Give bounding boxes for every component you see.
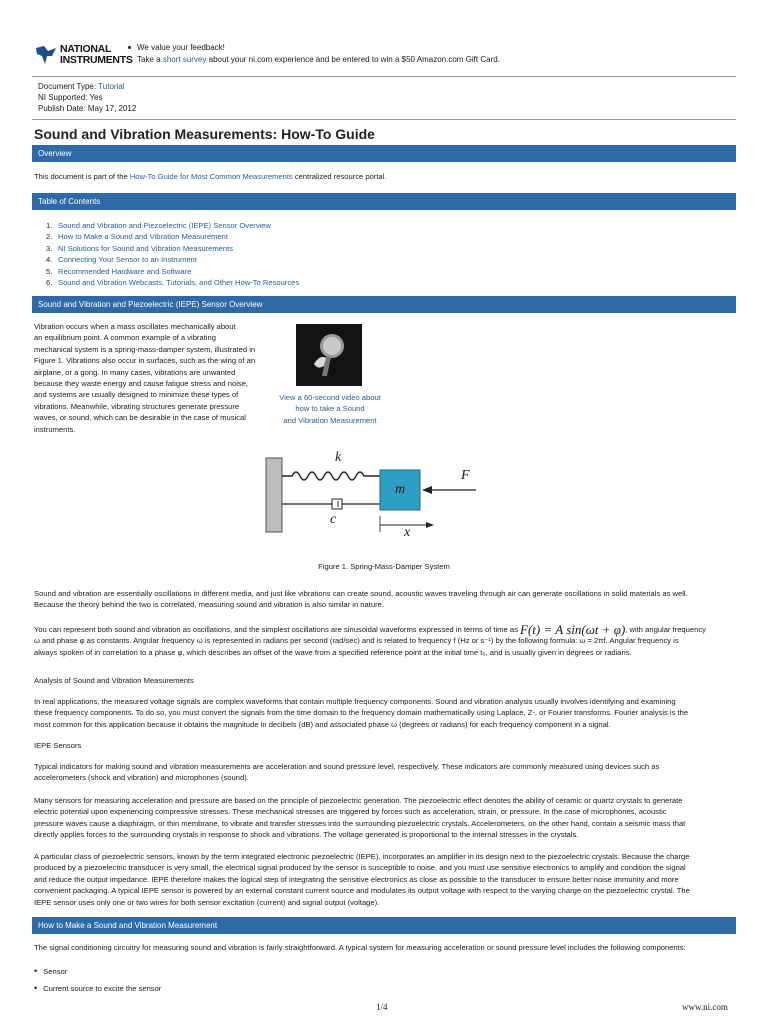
microphone-icon xyxy=(296,324,362,386)
toc-link[interactable]: NI Solutions for Sound and Vibration Measurements xyxy=(58,243,234,253)
list-item: • Sensor xyxy=(34,963,161,980)
footer-url: www.ni.com xyxy=(682,1002,728,1012)
label-F: F xyxy=(461,468,470,483)
page-title: Sound and Vibration Measurements: How-To Guide xyxy=(34,126,375,142)
text-line: Vibration occurs when a mass oscillates mechanically about xyxy=(34,322,236,331)
text-line: convenient packaging. A typical IEPE sensor is powered by an external constant current source and modulates its output voltage with respect to the varying charge on the piezoelectric crystal. The xyxy=(34,886,690,896)
toc-number: 4. xyxy=(46,255,53,265)
short-survey-link[interactable]: short survey xyxy=(162,55,207,64)
text-line: because they waste energy and cause fatigue stress and noise, xyxy=(34,379,249,389)
sinusoid-formula: F(t) = A sin(ωt + φ) xyxy=(520,622,626,637)
text-line: produced by a piezoelectric transducer is very small, the electrical signal produced by the sensor is susceptible to noise, and you must use sensitive electronics to amplify and condition the signal xyxy=(34,863,686,873)
survey-suffix: about your ni.com experience and be entered to win a $50 Amazon.com Gift Card. xyxy=(208,55,500,64)
ni-supported-value: Yes xyxy=(89,93,103,102)
feedback-title: We value your feedback! xyxy=(137,43,225,52)
text-line: an equilibrium point. A common example of a vibrating xyxy=(34,333,216,343)
analysis-paragraph xyxy=(34,696,688,730)
publish-date-value: May 17, 2012 xyxy=(87,104,137,113)
text-line: mechanical system is a spring-mass-damper system, illustrated in xyxy=(34,344,256,354)
survey-prefix: Take a xyxy=(137,55,161,64)
piezo-paragraph xyxy=(34,795,685,841)
iepe-class-paragraph xyxy=(34,851,690,908)
overview-suffix: centralized resource portal. xyxy=(294,172,387,181)
toc-item[interactable] xyxy=(46,220,299,231)
toc-item[interactable] xyxy=(46,266,299,277)
text-line: accelerometers (shock and vibration) and microphones (sound). xyxy=(34,773,249,783)
bullet-icon xyxy=(128,46,131,49)
iepe-heading: IEPE Sensors xyxy=(34,741,82,750)
toc-number: 3. xyxy=(46,243,53,253)
toc-number: 1. xyxy=(46,221,53,230)
sinusoid-paragraph xyxy=(34,624,738,658)
text-line: always spoken of in correlation to a phase φ, which describes an offset of the wave from a specified reference point at the initial time t₀, and is usually given in degrees or radians. xyxy=(34,647,632,657)
publish-date-label: Publish Date: xyxy=(38,104,86,113)
text-line: pressure waves cause a diaphragm, or thin membrane, to vibrate and transfer stresses into the surrounding piezoelectric crystals. Accelerometers, on the other hand, contain a seismic mass that xyxy=(34,818,686,828)
ni-supported-label: NI Supported: xyxy=(38,93,88,102)
toc-link[interactable]: Sound and Vibration Webcasts, Tutorials, and Other How-To Resources xyxy=(58,278,300,288)
ni-logo[interactable] xyxy=(34,42,133,70)
toc-item[interactable] xyxy=(46,243,299,254)
overview-prefix: This document is part of the xyxy=(34,172,128,181)
toc-number: 5. xyxy=(46,266,53,276)
toc-item[interactable] xyxy=(46,254,299,265)
toc-number: 6. xyxy=(46,278,53,288)
text-line: airplane, or a gong. In many cases, vibrations are unwanted xyxy=(34,367,236,377)
text-line: waves, or sound, which can be desirable in the case of musical xyxy=(34,413,246,423)
text-line: ω and phase φ as constants. Angular frequency ω is represented in radians per second (rad/sec) and is related to frequency f (Hz or s⁻¹) by the following formula: ω = 2πf. Angular frequency is xyxy=(34,636,679,646)
text-line: Typical indicators for making sound and vibration measurements are acceleration and sound pressure level, respectively. These indicators are commonly measured using devices such as xyxy=(34,762,660,771)
components-list xyxy=(34,963,161,997)
text-line: most common for this application because it obtains the magnitude in decibels (dB) and associated phase ω (degrees or radians) for each frequency component in a signal. xyxy=(34,719,611,729)
logo-line-2: INSTRUMENTS xyxy=(60,54,133,66)
figure-caption: Figure 1. Spring-Mass-Damper System xyxy=(318,562,450,571)
text-line: IEPE sensor uses only one or two wires for both sensor excitation (current) and signal output (voltage). xyxy=(34,897,380,907)
eagle-icon xyxy=(34,42,58,68)
toc-item[interactable] xyxy=(46,231,299,242)
text-line: directly applies forces to the surrounding crystals in response to shock and vibrations. The voltage generated is proportional to the internal stresses in the crystals. xyxy=(34,830,579,840)
text-line: In real applications, the measured voltage signals are complex waveforms that contain multiple frequency components. Sound and vibration analysis usually involves identifying and examining xyxy=(34,697,676,706)
text-line: instruments. xyxy=(34,424,76,434)
toc-link[interactable]: Recommended Hardware and Software xyxy=(58,266,192,276)
doc-type-label: Document Type: xyxy=(38,82,97,91)
overview-text xyxy=(34,171,386,182)
table-of-contents xyxy=(46,220,299,288)
label-m: m xyxy=(395,482,406,497)
doc-type-link[interactable]: Tutorial xyxy=(98,82,125,91)
text-line: You can represent both sound and vibration as oscillations, and the simplest oscillations are sinusoidal waveforms expressed in terms of time as xyxy=(34,625,518,634)
spring-mass-damper-diagram xyxy=(262,448,492,536)
text-line: these frequency components. To do so, you must convert the signals from the time domain to the frequency domain mathematically using Laplace, Z-, or Fourier transforms. Fourier analysis is the xyxy=(34,708,689,718)
label-x: x xyxy=(404,525,411,540)
spring-mass-damper-figure xyxy=(262,448,492,540)
how-to-guide-link[interactable]: How-To Guide for Most Common Measurements xyxy=(129,172,293,181)
label-c: c xyxy=(330,512,337,527)
text-line: Figure 1. Vibrations also occur in surfaces, such as the wing of an xyxy=(34,356,256,366)
video-caption-line[interactable]: how to take a Sound xyxy=(295,404,365,414)
text-line: and systems are usually designed to minimize these types of xyxy=(34,390,239,400)
text-line: Sound and vibration are essentially oscillations in different media, and just like vibrations can create sound, acoustic waves traveling through air can generate oscillations in solid materials as well. xyxy=(34,589,688,598)
logo-line-1: NATIONAL xyxy=(60,43,112,55)
toc-number: 2. xyxy=(46,232,53,242)
overview-header: Overview xyxy=(32,145,736,162)
page-number: 1/4 xyxy=(376,1002,388,1012)
analysis-heading: Analysis of Sound and Vibration Measurements xyxy=(34,676,194,685)
text-line: electric potential upon experiencing compressive stresses. These mechanical stresses are triggered by forces such as acceleration, strain, or pressure. In the case of microphones, acoustic xyxy=(34,807,667,817)
video-thumbnail[interactable] xyxy=(296,324,362,386)
text-line: Many sensors for measuring acceleration and pressure are based on the principle of piezoelectric generation. The piezoelectric effect denotes the ability of ceramic or quartz crystals to generate xyxy=(34,796,683,805)
theory-paragraph xyxy=(34,588,688,611)
toc-item[interactable] xyxy=(46,277,299,288)
toc-header: Table of Contents xyxy=(32,193,736,210)
section-sensor-overview-header: Sound and Vibration and Piezoelectric (IEPE) Sensor Overview xyxy=(32,296,736,313)
document-metadata xyxy=(32,76,736,120)
label-k: k xyxy=(335,450,342,465)
video-caption-line[interactable]: and Vibration Measurement xyxy=(283,415,377,425)
text-line: , with angular frequency xyxy=(625,625,706,634)
video-caption-line[interactable]: View a 60-second video about xyxy=(279,393,381,402)
text-line: and reduce the output impedance. IEPE therefore makes the logical step of integrating the sensitive electronics as close as possible to the transducer to ensure better noise immunity and more xyxy=(34,874,679,884)
toc-link[interactable]: How to Make a Sound and Vibration Measurement xyxy=(58,232,228,242)
vibration-intro xyxy=(34,321,264,435)
toc-link[interactable]: Connecting Your Sensor to an Instrument xyxy=(58,255,197,265)
text-line: vibrations. Meanwhile, vibrating structures generate pressure xyxy=(34,401,240,411)
list-item: • Current source to excite the sensor xyxy=(34,980,161,997)
video-link[interactable] xyxy=(270,392,390,426)
toc-link[interactable]: Sound and Vibration and Piezoelectric (IEPE) Sensor Overview xyxy=(58,221,272,230)
iepe-paragraph xyxy=(34,761,659,784)
text-line: A particular class of piezoelectric sensors, known by the term integrated electronic piezoelectric (IEPE), incorporates an amplifier in its design next to the piezoelectric crystals. Because the charge xyxy=(34,852,690,861)
text-line: Because the theory behind the two is correlated, measuring sound and vibration is also similar in nature. xyxy=(34,600,384,610)
section2-intro: The signal conditioning circuitry for measuring sound and vibration is fairly straightforward. A typical system for measuring acceleration or sound pressure level includes the following components: xyxy=(34,943,686,952)
feedback-banner xyxy=(126,42,500,66)
section-measurement-header: How to Make a Sound and Vibration Measurement xyxy=(32,917,736,934)
